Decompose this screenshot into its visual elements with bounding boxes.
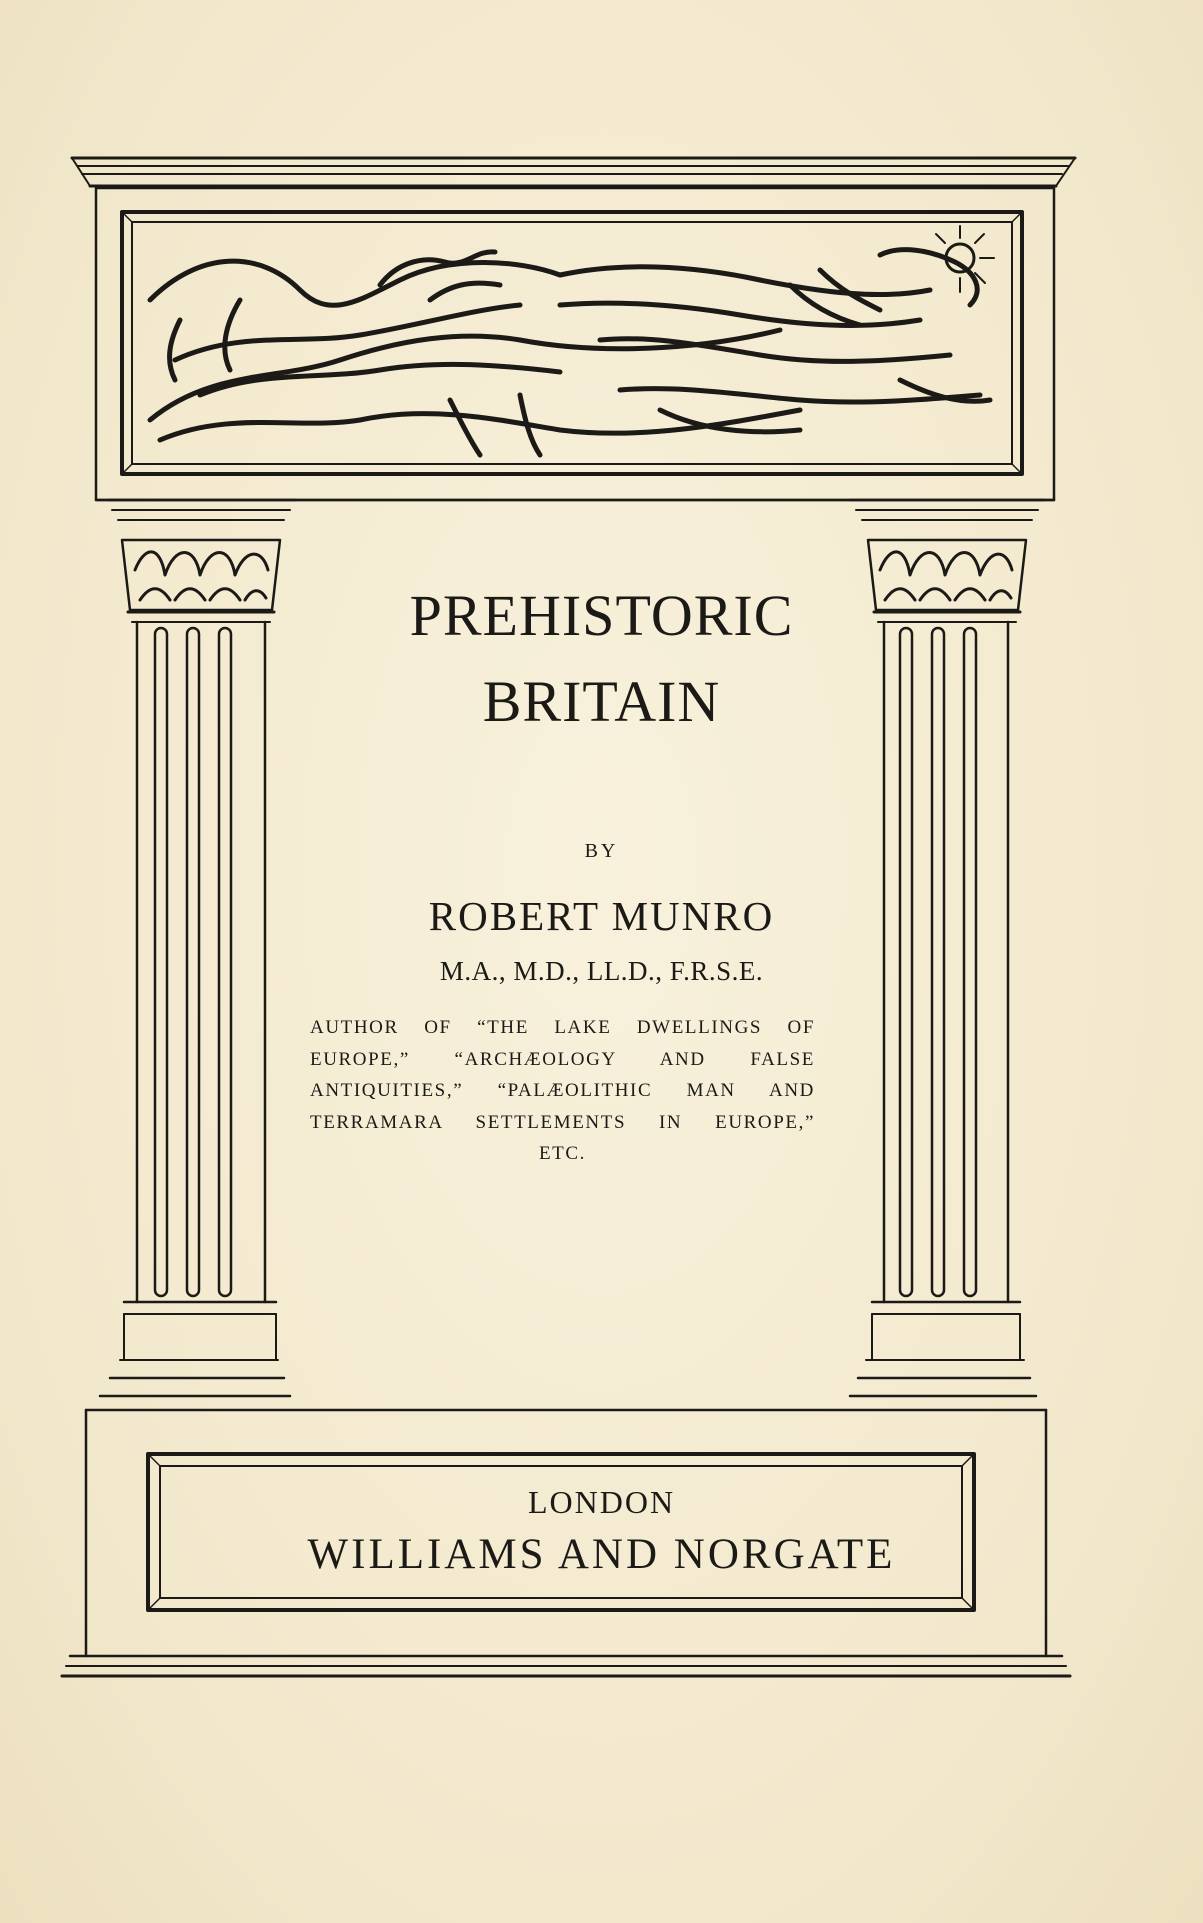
- book-title-line-2: BRITAIN: [482, 669, 721, 734]
- author-degrees: M.A., M.D., LL.D., F.R.S.E.: [439, 956, 764, 986]
- other-works-line: EUROPE,” “ARCHÆOLOGY AND FALSE: [310, 1048, 815, 1070]
- other-works-line: ETC.: [538, 1143, 587, 1164]
- imprint-city: LONDON: [527, 1484, 676, 1520]
- byline: BY: [584, 840, 619, 862]
- other-works-line: AUTHOR OF “THE LAKE DWELLINGS OF: [310, 1017, 815, 1038]
- other-works-line: ANTIQUITIES,” “PALÆOLITHIC MAN AND: [310, 1080, 815, 1101]
- other-works-line: TERRAMARA SETTLEMENTS IN EUROPE,”: [310, 1111, 815, 1133]
- cornice: [72, 158, 1075, 186]
- frieze-sunburst: [936, 226, 994, 292]
- book-title: [0, 573, 1203, 745]
- author-other-works: [310, 1012, 815, 1170]
- frieze-illustration: [150, 250, 990, 455]
- book-title-line-1: PREHISTORIC: [409, 583, 794, 648]
- author-name: ROBERT MUNRO: [428, 893, 775, 939]
- imprint-publisher: WILLIAMS AND NORGATE: [307, 1531, 896, 1578]
